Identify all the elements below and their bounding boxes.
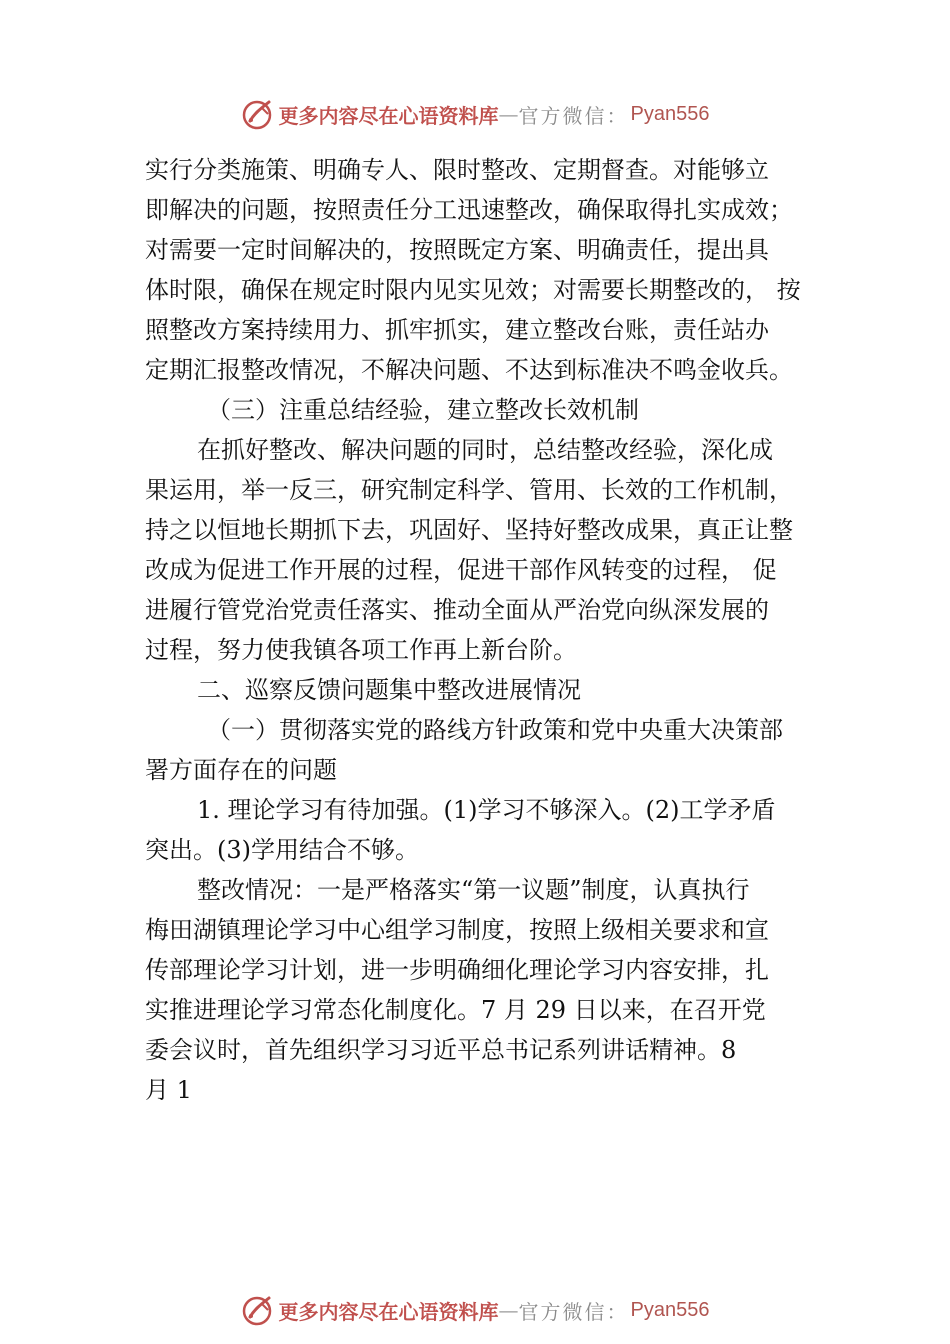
body-line: 梅田湖镇理论学习中心组学习制度，按照上级相关要求和宣 [145, 916, 769, 944]
watermark-main-text: 更多内容尽在心语资料库 [278, 1299, 499, 1324]
body-line: 过程，努力使我镇各项工作再上新台阶。 [145, 636, 577, 664]
section-heading: 二、巡察反馈问题集中整改进展情况 [197, 676, 581, 704]
body-line: 传部理论学习计划，进一步明确细化理论学习内容安排，扎 [145, 956, 769, 984]
watermark-dash: — [498, 1298, 519, 1322]
body-line: 实行分类施策、明确专人、限时整改、定期督查。对能够立 [145, 156, 769, 184]
body-line: 月 1 [145, 1076, 192, 1104]
watermark-dash: — [498, 102, 519, 126]
footer-watermark [0, 1290, 950, 1330]
section-heading: （一）贯彻落实党的路线方针政策和党中央重大决策部 [207, 716, 783, 744]
body-line: 定期汇报整改情况，不解决问题、不达到标准决不鸣金收兵。 [145, 356, 793, 384]
body-line: 持之以恒地长期抓下去，巩固好、坚持好整改成果，真正让整 [145, 516, 793, 544]
body-line: 体时限，确保在规定时限内见实见效；对需要长期整改的， 按 [145, 276, 801, 304]
body-line: 在抓好整改、解决问题的同时，总结整改经验，深化成 [197, 436, 773, 464]
body-line: 实推进理论学习常态化制度化。7 月 29 日以来，在召开党 [145, 996, 766, 1024]
watermark-wechat-id: Pyan556 [630, 1298, 710, 1321]
body-line: 署方面存在的问题 [145, 756, 337, 784]
body-line: 照整改方案持续用力、抓牢抓实，建立整改台账，责任站办 [145, 316, 769, 344]
body-line: 对需要一定时间解决的，按照既定方案、明确责任，提出具 [145, 236, 769, 264]
body-line: 改成为促进工作开展的过程，促进干部作风转变的过程， 促 [145, 556, 777, 584]
body-line: 果运用，举一反三，研究制定科学、管用、长效的工作机制， [145, 476, 793, 504]
watermark-label: 官方微信： [518, 1299, 629, 1324]
watermark-wechat-id: Pyan556 [630, 102, 710, 125]
body-line: 突出。(3)学用结合不够。 [145, 836, 419, 864]
body-line: 即解决的问题，按照责任分工迅速整改，确保取得扎实成效； [145, 196, 793, 224]
section-heading: （三）注重总结经验，建立整改长效机制 [207, 396, 639, 424]
body-line: 委会议时，首先组织学习习近平总书记系列讲话精神。8 [145, 1036, 737, 1064]
pen-logo-icon [241, 97, 275, 131]
body-line: 进履行管党治党责任落实、推动全面从严治党向纵深发展的 [145, 596, 769, 624]
pen-logo-icon [241, 1293, 275, 1327]
body-line: 整改情况：一是严格落实“第一议题”制度，认真执行 [197, 876, 750, 904]
watermark-label: 官方微信： [518, 103, 629, 128]
header-watermark [0, 94, 950, 134]
body-line: 1. 理论学习有待加强。(1)学习不够深入。(2)工学矛盾 [197, 796, 776, 824]
watermark-main-text: 更多内容尽在心语资料库 [278, 103, 499, 128]
document-body [145, 150, 825, 1110]
